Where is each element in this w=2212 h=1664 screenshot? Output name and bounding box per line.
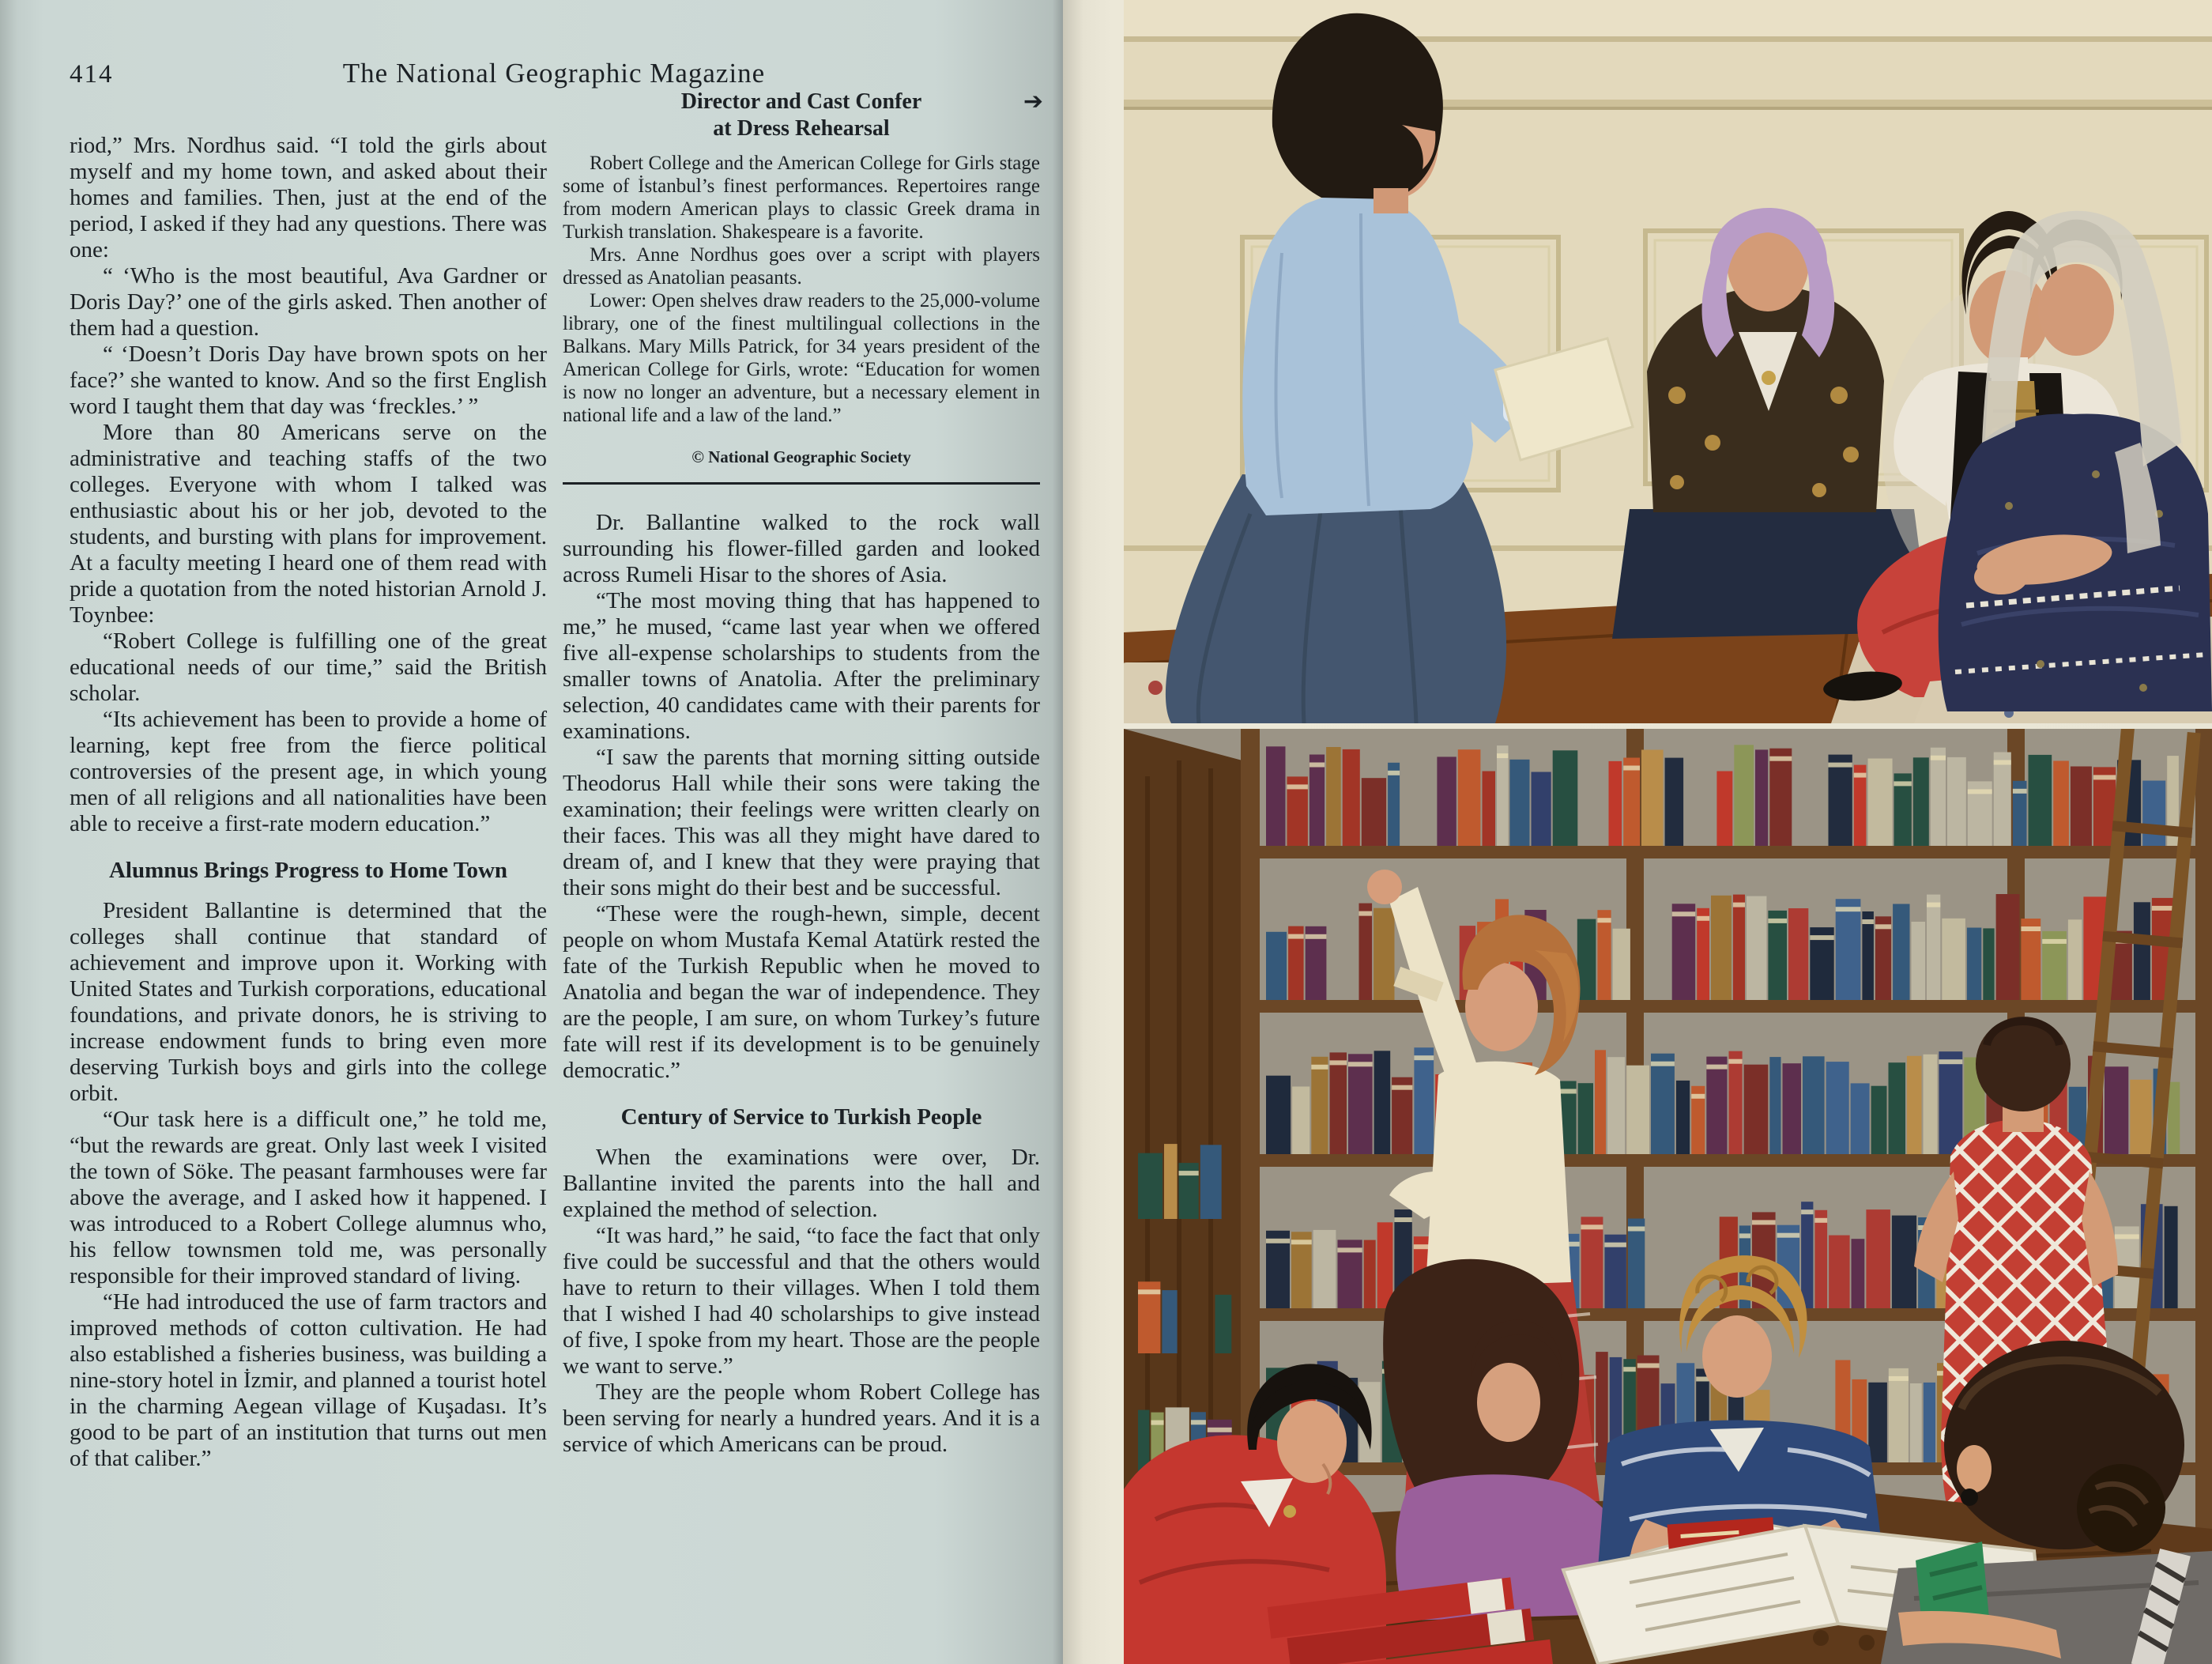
caption-heading-line2: at Dress Rehearsal — [713, 116, 890, 141]
paragraph: riod,” Mrs. Nordhus said. “I told the girls about myself and my home town, and asked about their homes and families. Then, just at the end of the period, I asked if they had any questions. There was one: — [70, 133, 547, 262]
dress-rehearsal-photo — [1124, 0, 2212, 723]
paragraph: More than 80 Americans serve on the administrative and teaching staffs of the two colleges. Everyone with whom I talked was enthusiastic about his or her job, devoted to the students, and bursting with plans for improvement. At a faculty meeting I heard one of them read with pride a quotation from the noted historian Arnold J. Toynbee: — [70, 420, 547, 628]
photo-caption-text — [563, 152, 1040, 427]
paragraph: “I saw the parents that morning sitting outside Theodorus Hall while their sons were taking the examination; their feelings were written clearly on their faces. This was all they might have dared to dream of, and I knew that they were praying that their sons might do their best and be successful. — [563, 745, 1040, 900]
page-number: 414 — [70, 60, 114, 89]
caption-paragraph: Robert College and the American College for Girls stage some of İstanbul’s finest performances. Repertoires range from modern American plays to classic Greek drama in Turkish translation. Shakespeare is a favorite. — [563, 153, 1040, 243]
paragraph: “Robert College is fulfilling one of the great educational needs of our time,” said the British scholar. — [70, 628, 547, 706]
middle-text-column — [563, 89, 1043, 1458]
magazine-header-title: The National Geographic Magazine — [342, 58, 766, 89]
section-heading-alumnus: Alumnus Brings Progress to Home Town — [108, 858, 508, 883]
paragraph: Dr. Ballantine walked to the rock wall surrounding his flower-filled garden and looked across Rumeli Hisar to the shores of Asia. — [563, 510, 1040, 587]
left-magazine-page — [0, 0, 1063, 1664]
right-arrow-icon: ➔ — [1023, 89, 1043, 115]
paragraph: “The most moving thing that has happened to me,” he mused, “came last year when we offered five all-expense scholarships to students from the smaller towns of Anatolia. After the preliminary selection, 40 candidates came with their parents for examinations. — [563, 588, 1040, 744]
section-heading-century: Century of Service to Turkish People — [620, 1104, 982, 1130]
paragraph: “Our task here is a difficult one,” he told me, “but the rewards are great. Only last week I visited the town of Söke. The peasant farmhouses were far above the average, and I asked how it happened. I was introduced to a Robert College alumnus who, his fellow townsmen told me, was personally responsible for their improved standard of living. — [70, 1107, 547, 1289]
paragraph: They are the people whom Robert College has been serving for nearly a hundred years. And it is a service of which Americans can be proud. — [563, 1379, 1040, 1457]
caption-divider-rule — [563, 482, 1040, 485]
paragraph: “He had introduced the use of farm tractors and improved methods of cotton cultivation. He had also established a fisheries business, was building a nine-story hotel in İzmir, and planned a tourist hotel in the charming Aegean village of Kuşadası. It’s good to be part of an institution that turns out men of that caliber.” — [70, 1289, 547, 1471]
library-photo — [1124, 729, 2212, 1664]
paragraph: “It was hard,” he said, “to face the fact that only five could be successful and that the others would have to return to their villages. When I told them that I wished I had 40 scholarships to give instead of five, I spoke from my heart. Those are the people we want to serve.” — [563, 1223, 1040, 1379]
dress-rehearsal-illustration — [1124, 0, 2212, 723]
left-text-column — [70, 133, 547, 1472]
right-magazine-page — [1063, 0, 2212, 1664]
photo-caption-heading — [563, 89, 1043, 142]
paragraph: “Its achievement has been to provide a home of learning, kept free from the fierce political controversies of the present age, in which young men of all religions and all nationalities have been able to receive a first-rate modern education.” — [70, 707, 547, 836]
paragraph: “ ‘Who is the most beautiful, Ava Gardner or Doris Day?’ one of the girls asked. Then another of them had a question. — [70, 263, 547, 341]
copyright-line: © National Geographic Society — [691, 447, 911, 466]
caption-heading-line1: Director and Cast Confer — [680, 89, 922, 114]
caption-paragraph: Lower: Open shelves draw readers to the 25,000-volume library, one of the finest multilingual collections in the Balkans. Mary Mills Patrick, for 34 years president of the American College for Girls, wrote: “Education for women is now no longer an adventure, but a necessary element in national life and a law of the land.” — [563, 290, 1040, 426]
paragraph: President Ballantine is determined that the colleges shall continue that standard of achievement and improve upon it. Working with United States and Turkish corporations, educational foundations, and private donors, he is striving to increase endowment funds to bring even more deserving Turkish boys and girls into the college orbit. — [70, 898, 547, 1106]
paragraph: “These were the rough-hewn, simple, decent people on whom Mustafa Kemal Atatürk rested the fate of the Turkish Republic when he moved to Anatolia and began the war of independence. They are the people, I am sure, on whom Turkey’s future fate will rest if its development is to be genuinely democratic.” — [563, 901, 1040, 1083]
middle-column-body — [563, 510, 1040, 1458]
caption-paragraph: Mrs. Anne Nordhus goes over a script with players dressed as Anatolian peasants. — [563, 244, 1040, 289]
paragraph: When the examinations were over, Dr. Ballantine invited the parents into the hall and explained the method of selection. — [563, 1145, 1040, 1222]
library-illustration — [1124, 729, 2212, 1664]
paragraph: “ ‘Doesn’t Doris Day have brown spots on her face?’ she wanted to know. And so the first English word I taught them that day was ‘freckles.’ ” — [70, 341, 547, 419]
